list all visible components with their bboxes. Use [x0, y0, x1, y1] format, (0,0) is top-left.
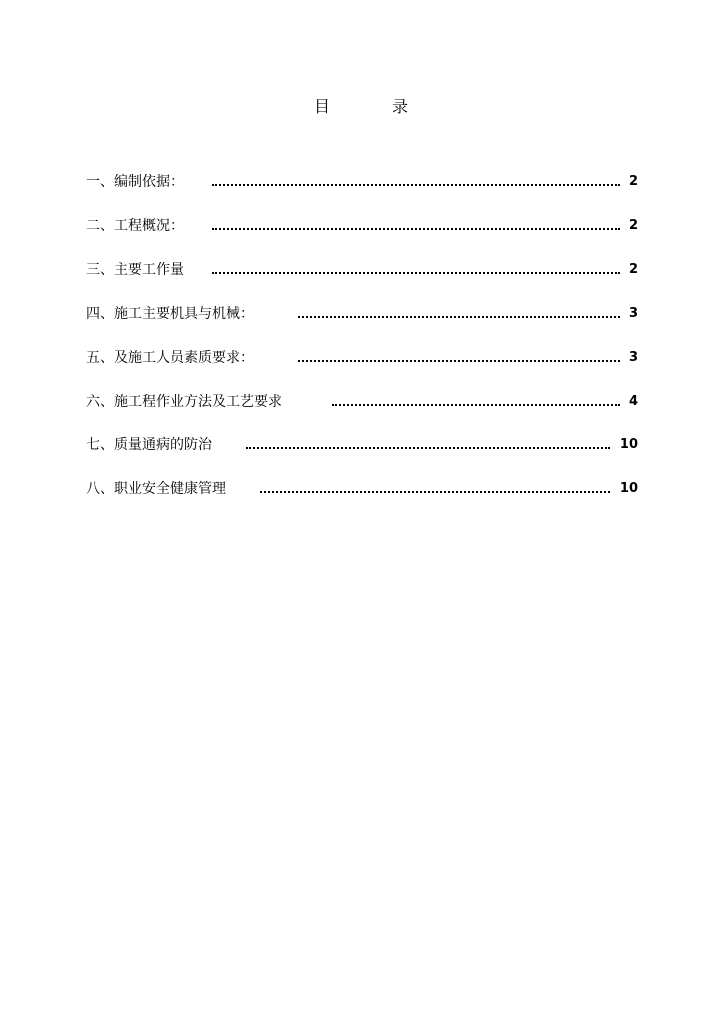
toc-leader-dots [298, 316, 620, 318]
toc-entry-page: 3 [628, 350, 638, 365]
toc-entry-5[interactable] [86, 348, 638, 368]
toc-entry-label: 五、及施工人员素质要求： [86, 350, 254, 366]
toc-leader-dots [332, 404, 620, 406]
toc-entry-7[interactable] [86, 435, 638, 455]
toc-entry-page: 4 [628, 394, 638, 409]
toc-entry-4[interactable] [86, 304, 638, 324]
toc-entry-3[interactable] [86, 260, 638, 280]
toc-entry-page: 2 [628, 218, 638, 233]
toc-entry-6[interactable] [86, 392, 638, 412]
toc-entry-label: 三、主要工作量 [86, 262, 184, 278]
toc-entry-label: 六、施工程作业方法及工艺要求 [86, 394, 282, 410]
toc-entry-label: 四、施工主要机具与机械： [86, 306, 254, 322]
toc-leader-dots [212, 184, 620, 186]
toc-title-char-2: 录 [392, 97, 409, 116]
toc-entry-page: 10 [619, 481, 638, 496]
toc-leader-dots [260, 491, 610, 493]
toc-entry-page: 2 [628, 174, 638, 189]
toc-entry-label: 八、职业安全健康管理 [86, 481, 226, 497]
toc-entry-label: 一、编制依据： [86, 174, 184, 190]
toc-entry-page: 3 [628, 306, 638, 321]
toc-entry-1[interactable] [86, 172, 638, 192]
toc-title-char-1: 目 [314, 97, 331, 116]
toc-leader-dots [246, 447, 610, 449]
toc-entry-page: 10 [619, 437, 638, 452]
toc-leader-dots [212, 272, 620, 274]
toc-leader-dots [212, 228, 620, 230]
toc-title [0, 95, 724, 119]
toc-leader-dots [298, 360, 620, 362]
toc-entry-2[interactable] [86, 216, 638, 236]
toc-entry-label: 二、工程概况： [86, 218, 184, 234]
toc-entry-8[interactable] [86, 479, 638, 499]
toc-entry-label: 七、质量通病的防治 [86, 437, 212, 453]
toc-entry-page: 2 [628, 262, 638, 277]
